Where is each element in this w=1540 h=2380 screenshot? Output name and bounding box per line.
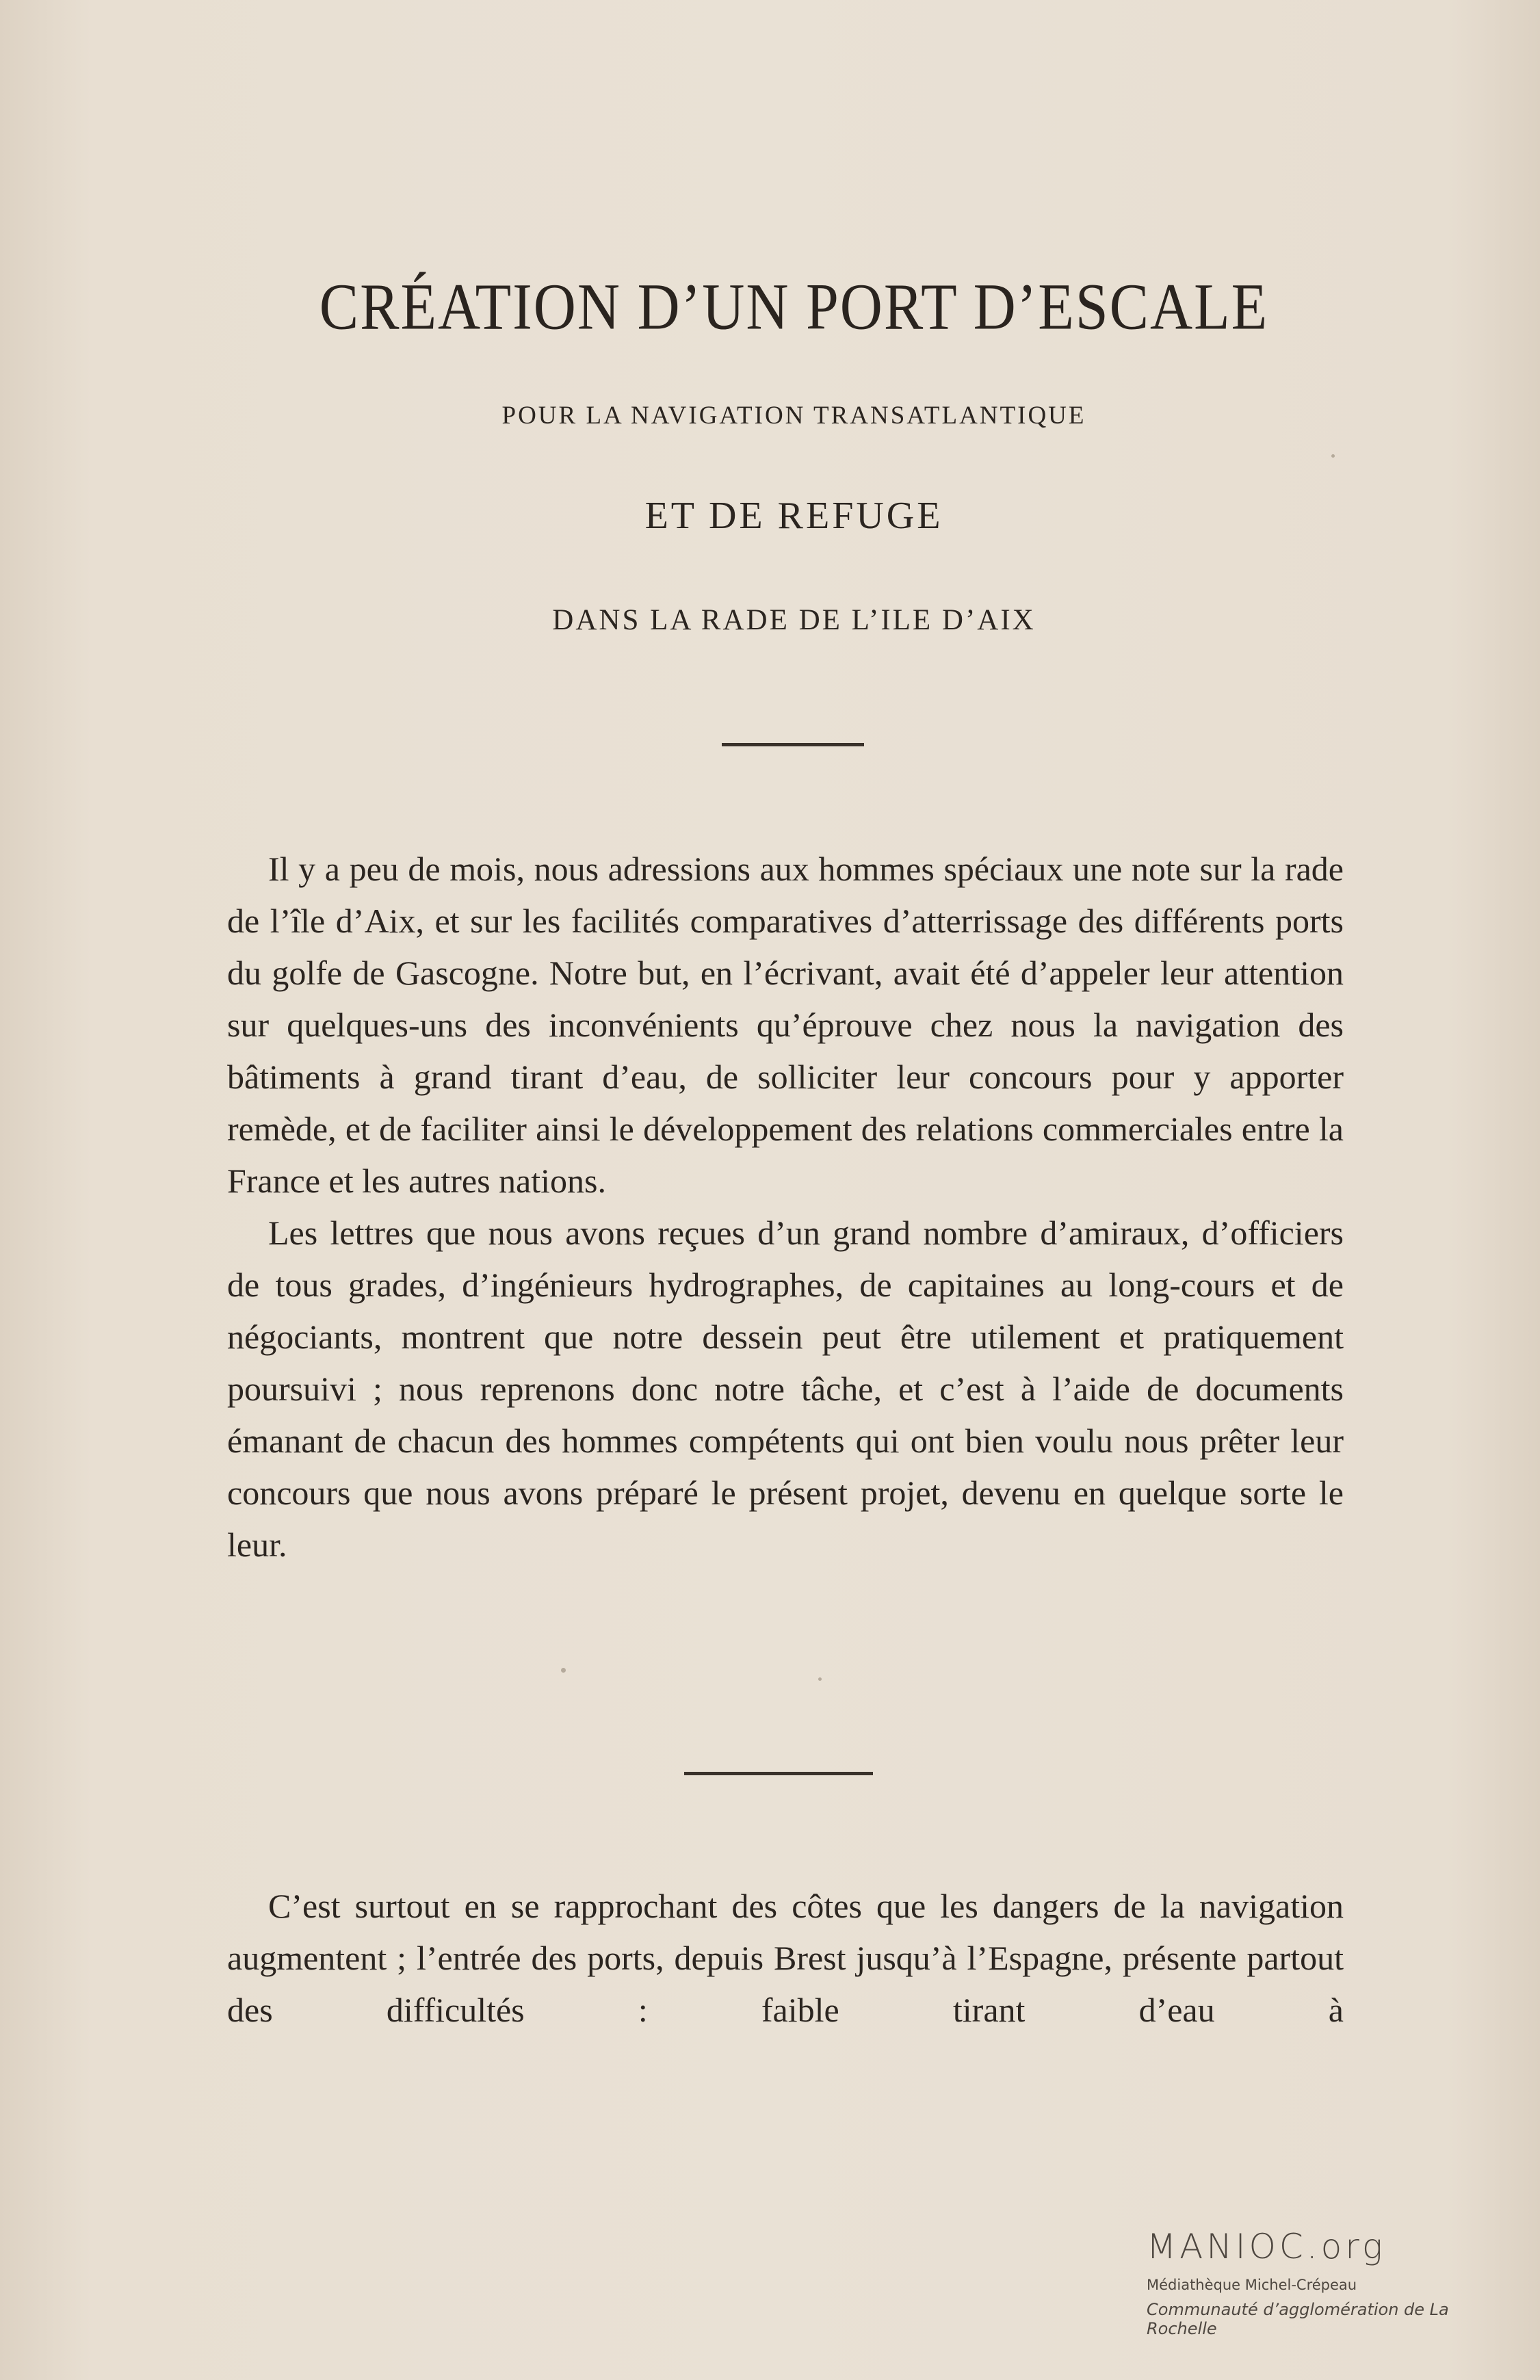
ink-speck bbox=[561, 1668, 566, 1673]
paragraph: Les lettres que nous avons reçues d’un grand nombre d’amiraux, d’officiers de tous grades, d’ingénieurs hydrographes, de capitaines au long-cours et de négociants, montrent que notre dessein peut être utilement et pratiquement poursuivi ; nous reprenons donc notre tâche, et c’est à l’aide de documents émanant de chacun des hommes compétents qui ont bien voulu nous prêter leur concours que nous avons préparé le présent projet, devenu en quelque sorte le leur. bbox=[227, 1214, 1344, 1564]
paragraph: Il y a peu de mois, nous adressions aux hommes spéciaux une note sur la rade de l’île d’Aix, et sur les facilités comparatives d’atterrissage des différents ports du golfe de Gascogne. Notre but, en l’écrivant, avait été d’appeler leur attention sur quelques-uns des inconvénients qu’éprouve chez nous la navigation des bâtiments à grand tirant d’eau, de solliciter leur concours pour y apporter remède, et de faciliter ainsi le développement des relations commerciales entre la France et les autres nations. bbox=[227, 850, 1344, 1200]
library-name: Médiathèque Michel-Crépeau bbox=[1147, 2277, 1357, 2293]
section-divider bbox=[722, 743, 864, 746]
subtitle-refuge: ET DE REFUGE bbox=[644, 495, 943, 537]
page-title: CRÉATION D’UN PORT D’ESCALE bbox=[319, 270, 1269, 343]
subtitle-navigation: POUR LA NAVIGATION TRANSATLANTIQUE bbox=[501, 402, 1086, 430]
subtitle-location: DANS LA RADE DE L’ILE D’AIX bbox=[552, 604, 1036, 636]
section-divider bbox=[684, 1772, 873, 1775]
ink-speck bbox=[1331, 454, 1335, 458]
ink-speck bbox=[818, 1677, 822, 1681]
manioc-logo: MANIOC.org bbox=[1147, 2227, 1386, 2266]
institution-name: Communauté d’agglomération de La Rochelle bbox=[1147, 2300, 1449, 2338]
paragraph: C’est surtout en se rapprochant des côtes que les dangers de la navigation augmentent ; l’entrée des ports, depuis Brest jusqu’à l’Espagne, présente partout des difficultés : faible tirant d’eau à bbox=[227, 1887, 1344, 2029]
body-text-block bbox=[227, 843, 1344, 1571]
watermark-footer bbox=[1147, 2226, 1516, 2338]
body-text-block bbox=[227, 1880, 1344, 2036]
